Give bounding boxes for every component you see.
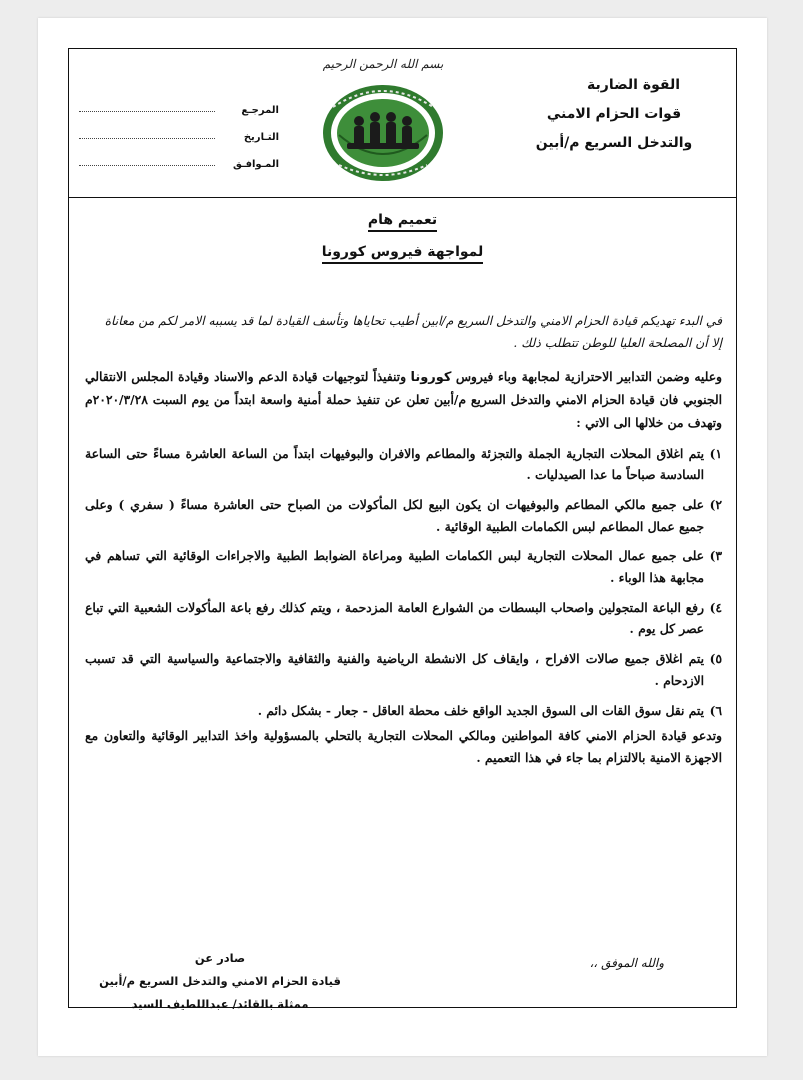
signature-line-2: قيادة الحزام الامني والتدخل السريع م/أبين: [99, 974, 341, 988]
list-item: [85, 597, 722, 640]
corresponding-field: [79, 165, 215, 166]
corresponding-row: [79, 143, 279, 170]
org-line-3: والتدخل السريع م/أبين: [535, 135, 693, 151]
main-paragraph: [85, 366, 722, 434]
logo-block: [309, 57, 457, 189]
item-number: ٢): [709, 496, 722, 512]
security-belt-emblem-icon: [319, 77, 447, 185]
list-item: [85, 494, 722, 537]
title-line-1: تعميم هام: [368, 212, 437, 232]
item-number: ١): [709, 445, 722, 461]
corresponding-label: المـوافـق: [233, 159, 279, 170]
reference-block: [79, 89, 279, 170]
bismillah-calligraphy: بسم الله الرحمن الرحيم: [322, 57, 444, 71]
item-number: ٣): [709, 548, 722, 564]
date-field: [79, 138, 215, 139]
signature-line-1: صادر عن: [194, 951, 246, 965]
signature-line-3: ممثلة بالقائد/ عبداللطيف السيد: [131, 997, 309, 1011]
letterhead: [69, 49, 736, 198]
list-item: [85, 648, 722, 691]
date-row: [79, 116, 279, 143]
org-line-2: قوات الحزام الامني: [546, 106, 682, 122]
item-number: ٥): [709, 651, 722, 667]
list-item: [85, 443, 722, 486]
date-label: التـاريخ: [243, 132, 279, 143]
paragraph-start: وعليه وضمن التدابير الاحترازية لمجابهة وباء فيروس: [455, 369, 722, 385]
item-number: ٤): [709, 599, 722, 615]
document-frame: [68, 48, 737, 1011]
paragraph-rest: وتنفيذاً لتوجيهات قيادة الدعم والاسناد وقيادة المجلس الانتقالي الجنوبي فان قيادة الحزام الامني والتدخل السريع م/أبين تعلن عن تنفيذ حملة أمنية واسعة ابتداً من يوم السبت ٢٠٢٠/٣/٢٨م وتهدف من خلالها الى الاتي :: [85, 369, 722, 430]
list-item: [85, 700, 722, 722]
ref-label: المرجـع: [241, 105, 279, 116]
signature-block: [75, 947, 365, 1016]
item-text: على جميع مالكي المطاعم والبوفيهات ان يكون البيع لكل المأكولات من الصباح حتى العاشرة مساءً ( سفري ) وعلى جميع عمال المطاعم لبس الكمامات الطبية الوقائية .: [85, 496, 704, 534]
org-line-1: القوة الضاربة: [587, 77, 680, 93]
item-text: يتم اغلاق المحلات التجارية الجملة والتجزئة والمطاعم والافران والبوفيهات ابتداً من الساعة العاشرة مساءً حتى الساعة السادسة صباحاً ما عدا الصيدليات .: [85, 445, 704, 483]
document-title: [69, 209, 736, 265]
ref-row: [79, 89, 279, 116]
item-text: رفع الباعة المتجولين واصحاب البسطات من الشوارع العامة المزدحمة ، ويتم كذلك رفع باعة المأكولات الشعبية التي تباع عصر كل يوم .: [85, 599, 704, 637]
intro-line-1: في البدء تهديكم قيادة الحزام الامني والتدخل السريع م/ابين أطيب تحاياها وتأسف القيادة لما قد يسببه الامر لكم من معاناة: [104, 314, 722, 328]
corona-keyword: كورونا: [410, 370, 452, 386]
signoff: والله الموفق ،،: [589, 956, 664, 970]
title-line-2: لمواجهة فيروس كورونا: [322, 244, 484, 264]
item-number: ٦): [709, 702, 722, 718]
closing-paragraph: وتدعو قيادة الحزام الامني كافة المواطنين ومالكي المحلات التجارية بالتحلي بالمسؤولية واخذ التدابير الوقائية والتعاون مع الاجهزة الامنية بالالتزام بما جاء في هذا التعميم .: [85, 728, 722, 765]
intro-line-2: إلا أن المصلحة العليا للوطن تتطلب ذلك .: [513, 335, 722, 350]
item-text: على جميع عمال المحلات التجارية لبس الكمامات الطبية ومراعاة الضوابط الطبية والاجراءات الوقائية التي تساهم في مجابهة هذا الوباء .: [85, 548, 704, 586]
item-text: يتم اغلاق جميع صالات الافراح ، وايقاف كل الانشطة الرياضية والفنية والثقافية والاجتماعية والسياسية التي قد تسبب الازدحام .: [85, 651, 704, 688]
ref-field: [79, 111, 215, 112]
list-item: [85, 545, 722, 588]
item-text: يتم نقل سوق القات الى السوق الجديد الواقع خلف محطة العاقل - جعار - بشكل دائم .: [257, 702, 704, 718]
org-name-block: [514, 71, 714, 158]
document-body: [85, 311, 722, 769]
document-page: [38, 18, 767, 1056]
